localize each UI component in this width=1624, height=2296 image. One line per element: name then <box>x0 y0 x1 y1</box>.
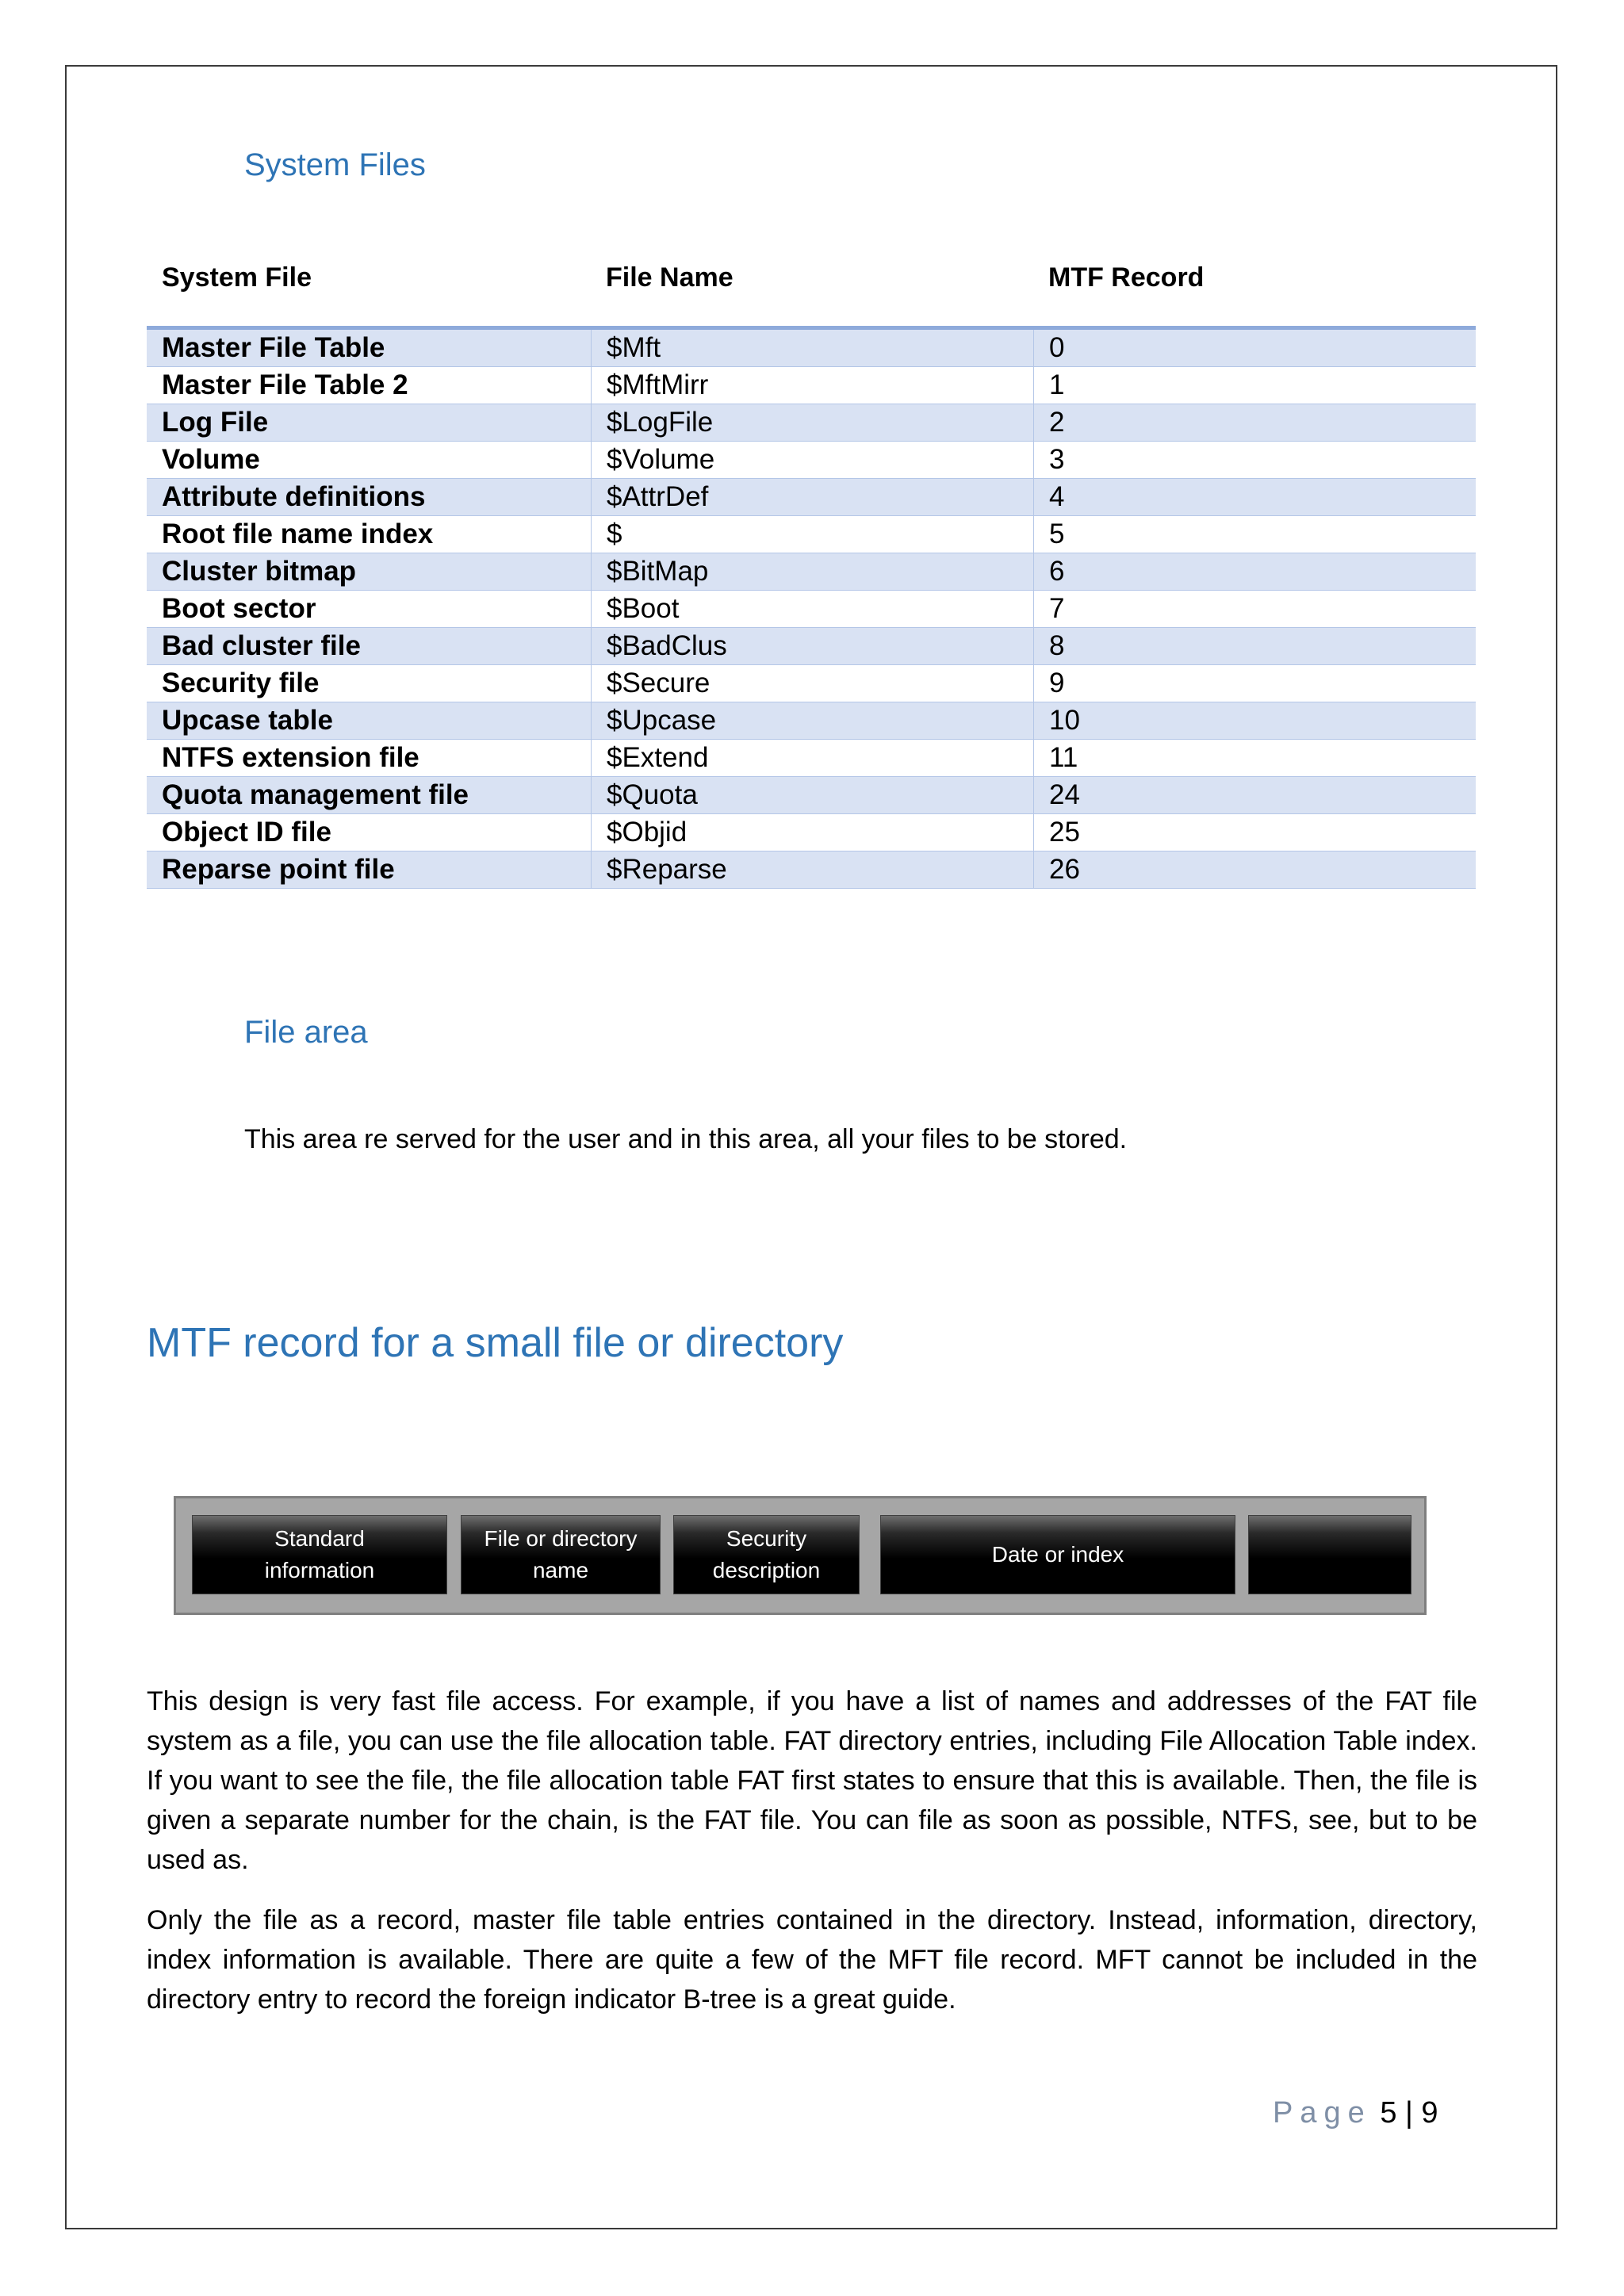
mft-record-diagram <box>174 1496 1427 1615</box>
table-row <box>147 330 1476 367</box>
table-row <box>147 851 1476 889</box>
cell-system-file: Reparse point file <box>162 854 395 885</box>
cell-system-file: Log File <box>162 407 269 438</box>
cell-file-name: $BitMap <box>591 553 1033 590</box>
segment-standard-information <box>192 1515 447 1594</box>
cell-system-file: Object ID file <box>162 817 331 848</box>
file-area-heading: File area <box>244 1015 368 1050</box>
cell-mtf-record: 4 <box>1033 479 1476 515</box>
column-header-mtf-record: MTF Record <box>1048 262 1205 293</box>
cell-file-name: $Boot <box>591 591 1033 627</box>
cell-system-file: NTFS extension file <box>162 742 419 773</box>
page-footer <box>1273 2096 1438 2130</box>
page-word: Page <box>1273 2096 1372 2130</box>
cell-system-file: Boot sector <box>162 593 316 624</box>
cell-mtf-record: 24 <box>1033 777 1476 813</box>
segment-label: Security description <box>712 1526 821 1582</box>
cell-file-name: $MftMirr <box>591 367 1033 404</box>
system-files-heading: System Files <box>244 147 426 182</box>
body-paragraph-1: This design is very fast file access. For example, if you have a list of names and addresses of the FAT file system as a file, you can use the file allocation table. FAT directory entries, including File Allocation Table index. If you want to see the file, the file allocation table FAT first states to ensure that this is available. Then, the file is given a separate number for the chain, is the FAT file. You can file as soon as possible, NTFS, see, but to be used as. <box>147 1686 1477 1875</box>
table-row <box>147 553 1476 591</box>
cell-mtf-record: 25 <box>1033 814 1476 851</box>
table-row <box>147 628 1476 665</box>
table-row <box>147 702 1476 740</box>
cell-file-name: $Volume <box>591 442 1033 478</box>
cell-system-file: Master File Table 2 <box>162 369 408 400</box>
file-area-text: This area re served for the user and in this area, all your files to be stored. <box>244 1124 1128 1154</box>
table-body <box>147 330 1476 889</box>
cell-mtf-record: 8 <box>1033 628 1476 664</box>
cell-mtf-record: 11 <box>1033 740 1476 776</box>
segment-label: Date or index <box>991 1542 1124 1567</box>
segment-file-or-directory-name <box>461 1515 661 1594</box>
cell-file-name: $Quota <box>591 777 1033 813</box>
table-row <box>147 777 1476 814</box>
column-header-system-file: System File <box>162 262 312 293</box>
segment-empty <box>1248 1515 1411 1594</box>
table-row <box>147 367 1476 404</box>
cell-mtf-record: 10 <box>1033 702 1476 739</box>
cell-system-file: Root file name index <box>162 519 434 549</box>
cell-file-name: $Upcase <box>591 702 1033 739</box>
page-number: 5 | 9 <box>1380 2096 1438 2130</box>
cell-mtf-record: 6 <box>1033 553 1476 590</box>
cell-system-file: Upcase table <box>162 705 333 736</box>
segment-label: Standard information <box>264 1526 375 1582</box>
cell-file-name: $Reparse <box>591 851 1033 888</box>
cell-system-file: Attribute definitions <box>162 481 426 512</box>
cell-system-file: Security file <box>162 668 320 698</box>
cell-mtf-record: 1 <box>1033 367 1476 404</box>
segment-label: File or directory name <box>484 1526 638 1582</box>
table-row <box>147 442 1476 479</box>
cell-mtf-record: 0 <box>1033 330 1476 366</box>
cell-mtf-record: 9 <box>1033 665 1476 702</box>
table-row <box>147 665 1476 702</box>
cell-file-name: $Extend <box>591 740 1033 776</box>
cell-file-name: $Objid <box>591 814 1033 851</box>
table-row <box>147 516 1476 553</box>
cell-file-name: $BadClus <box>591 628 1033 664</box>
mft-record-heading: MTF record for a small file or directory <box>147 1320 844 1366</box>
cell-system-file: Cluster bitmap <box>162 556 357 587</box>
cell-mtf-record: 3 <box>1033 442 1476 478</box>
cell-mtf-record: 26 <box>1033 851 1476 888</box>
table-row <box>147 814 1476 851</box>
cell-file-name: $LogFile <box>591 404 1033 441</box>
cell-file-name: $Mft <box>591 330 1033 366</box>
table-row <box>147 479 1476 516</box>
cell-file-name: $Secure <box>591 665 1033 702</box>
table-row <box>147 591 1476 628</box>
table-row <box>147 740 1476 777</box>
cell-system-file: Quota management file <box>162 779 469 810</box>
system-files-table <box>147 238 1476 889</box>
cell-system-file: Master File Table <box>162 332 385 363</box>
cell-file-name: $ <box>591 516 1033 553</box>
segment-date-or-index <box>880 1515 1235 1594</box>
table-header <box>147 238 1476 330</box>
cell-mtf-record: 5 <box>1033 516 1476 553</box>
body-paragraph-2: Only the file as a record, master file table entries contained in the directory. Instead, information, directory, index information is available. There are quite a few of the MFT file record. MFT cannot be included in the directory entry to record the foreign indicator B-tree is a great guide. <box>147 1905 1477 2015</box>
cell-system-file: Bad cluster file <box>162 630 361 661</box>
cell-mtf-record: 7 <box>1033 591 1476 627</box>
cell-system-file: Volume <box>162 444 260 475</box>
cell-mtf-record: 2 <box>1033 404 1476 441</box>
segment-security-description <box>673 1515 860 1594</box>
cell-file-name: $AttrDef <box>591 479 1033 515</box>
table-row <box>147 404 1476 442</box>
column-header-file-name: File Name <box>606 262 733 293</box>
